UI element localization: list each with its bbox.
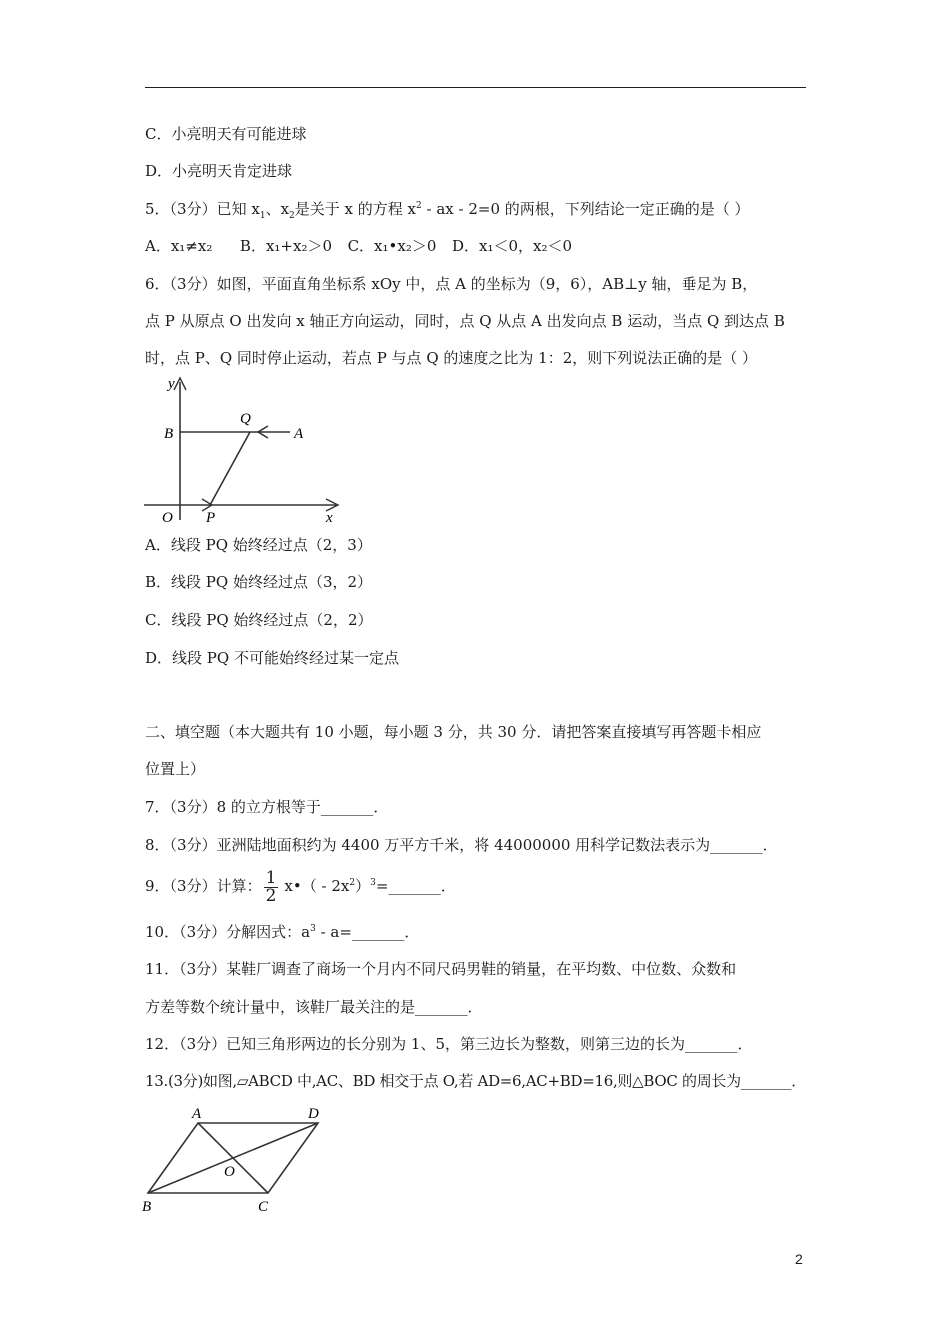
q7: 7．（3分）8 的立方根等于_______． <box>145 798 389 816</box>
q5-options <box>145 236 813 256</box>
q6-stem-line1: 6．（3分）如图，平面直角坐标系 xOy 中，点 A 的坐标为（9，6），AB⊥y 轴，垂足为 B， <box>145 275 758 293</box>
header-rule <box>145 87 806 88</box>
q6-coordinate-figure <box>140 372 340 527</box>
q9: 9．（3分）计算： $\frac{1}{2}$ x•（ - $2x^2)^3=\_\_\_\_\_\_\_$． <box>145 867 456 906</box>
page-number: 2 <box>795 1251 803 1267</box>
q5-option-c: C．x₁•x₂＞0 <box>347 237 437 255</box>
fig6-label-b: B <box>164 426 174 442</box>
fig6-label-y: y <box>168 376 175 392</box>
q13-parallelogram-figure <box>140 1103 340 1218</box>
fig13-label-c: C <box>258 1199 269 1215</box>
q5-option-a: A．x₁≠x₂ <box>145 237 213 255</box>
fig13-label-d: D <box>308 1106 319 1122</box>
q8: 8．（3分）亚洲陆地面积约为 4400 万平方千米，将 44000000 用科学记数法表示为_______． <box>145 836 778 854</box>
q4-option-c: C．小亮明天有可能进球 <box>145 125 307 143</box>
q9-fraction: $\frac{1}{2}$ <box>265 867 277 906</box>
section2-heading-line2: 位置上） <box>145 760 206 778</box>
q6-option-c: C．线段 PQ 始终经过点（2，2） <box>145 611 373 629</box>
q4-option-d: D．小亮明天肯定进球 <box>145 162 293 180</box>
q12: 12．（3分）已知三角形两边的长分别为 1、5，第三边长为整数，则第三边的长为_______． <box>145 1035 753 1053</box>
q10: 10．（3分）分解因式：$a^3$ - a=_______． <box>145 923 420 941</box>
q6-stem-line3: 时，点 P、Q 同时停止运动，若点 P 与点 Q 的速度之比为 1：2，则下列说法正确的是（ ） <box>145 349 758 367</box>
q5-option-b: B．x₁+x₂＞0 <box>239 237 333 255</box>
q6-stem-line2: 点 P 从原点 O 出发向 x 轴正方向运动，同时，点 Q 从点 A 出发向点 B 运动，当点 Q 到达点 B <box>145 312 785 330</box>
q11-line2: 方差等数个统计量中，该鞋厂最关注的是_______． <box>145 998 483 1016</box>
q11-line1: 11．（3分）某鞋厂调查了商场一个月内不同尺码男鞋的销量，在平均数、中位数、众数和 <box>145 960 737 978</box>
fig6-label-a: A <box>294 426 304 442</box>
fig6-label-o: O <box>162 510 173 526</box>
q13: 13.(3分)如图,▱ABCD 中,AC、BD 相交于点 O,若 AD=6,AC+BD=16,则△BOC 的周长为_______． <box>145 1072 806 1090</box>
fig13-label-b: B <box>142 1199 152 1215</box>
fig6-label-q: Q <box>240 411 251 427</box>
fig13-label-a: A <box>192 1106 202 1122</box>
q6-option-b: B．线段 PQ 始终经过点（3，2） <box>145 573 373 591</box>
fig6-label-p: P <box>206 510 216 526</box>
q6-option-d: D．线段 PQ 不可能始终经过某一定点 <box>145 649 399 667</box>
q5-stem: 5．（3分）已知 $x_1$、$x_2$是关于 x 的方程 $x^2$ - ax - 2=0 的两根，下列结论一定正确的是（ ） <box>145 200 750 221</box>
q5-option-d: D．x₁＜0，x₂＜0 <box>451 237 573 255</box>
q6-option-a: A．线段 PQ 始终经过点（2，3） <box>145 536 372 554</box>
fig6-label-x: x <box>326 510 333 526</box>
section2-heading-line1: 二、填空题（本大题共有 10 小题，每小题 3 分，共 30 分．请把答案直接填写再答题卡相应 <box>145 723 762 741</box>
fig13-label-o: O <box>224 1164 235 1180</box>
